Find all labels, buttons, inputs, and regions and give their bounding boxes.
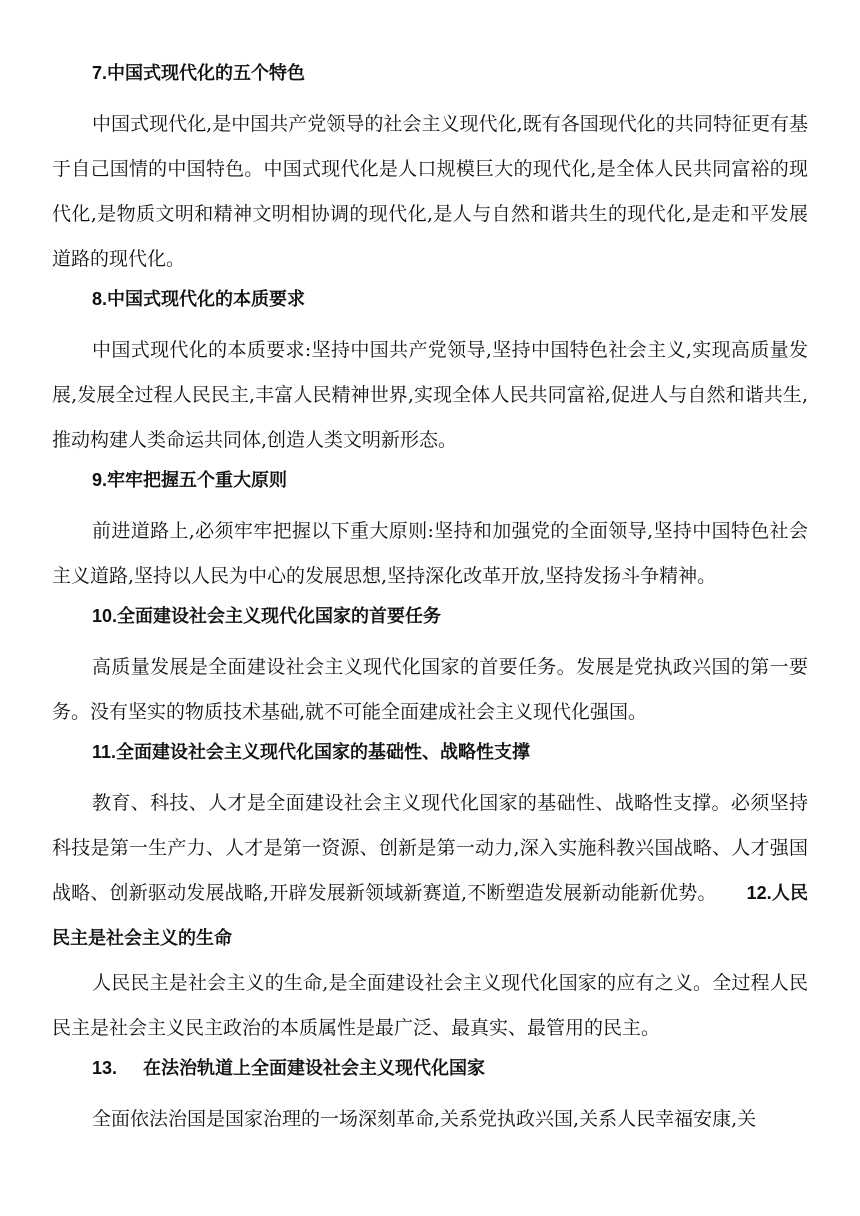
section-number: 11. bbox=[92, 742, 117, 762]
section-title: 中国式现代化的五个特色 bbox=[107, 63, 306, 84]
section-heading-13 bbox=[52, 1051, 808, 1085]
section-heading-10 bbox=[52, 599, 808, 633]
section-title: 中国式现代化的本质要求 bbox=[107, 289, 306, 310]
document-page bbox=[52, 56, 808, 1142]
section-body-10: 高质量发展是全面建设社会主义现代化国家的首要任务。发展是党执政兴国的第一要务。没有坚实的物质技术基础,就不可能全面建成社会主义现代化强国。 bbox=[52, 656, 808, 723]
section-body-13: 全面依法治国是国家治理的一场深刻革命,关系党执政兴国,关系人民幸福安康,关 bbox=[92, 1108, 757, 1130]
section-title: 全面建设社会主义现代化国家的基础性、战略性支撑 bbox=[116, 742, 531, 763]
section-number: 10. bbox=[92, 606, 118, 626]
section-number: 13. bbox=[92, 1058, 118, 1078]
section-number: 9. bbox=[92, 470, 108, 490]
section-heading-8 bbox=[52, 282, 808, 316]
section-title: 牢牢把握五个重大原则 bbox=[107, 470, 288, 491]
section-body-text: 教育、科技、人才是全面建设社会主义现代化国家的基础性、战略性支撑。必须坚持科技是第一生产力、人才是第一资源、创新是第一动力,深入实施科教兴国战略、人才强国战略、创新驱动发展战略,开辟发展新领域新赛道,不断塑造发展新动能新优势。 bbox=[52, 792, 808, 904]
section-title: 人民民主是社会主义的生命 bbox=[52, 883, 809, 949]
section-body-12: 人民民主是社会主义的生命,是全面建设社会主义现代化国家的应有之义。全过程人民民主是社会主义民主政治的本质属性是最广泛、最真实、最管用的民主。 bbox=[52, 972, 808, 1039]
section-title: 全面建设社会主义现代化国家的首要任务 bbox=[117, 606, 442, 627]
section-number: 8. bbox=[92, 289, 108, 309]
section-number: 7. bbox=[92, 63, 108, 83]
section-body-8: 中国式现代化的本质要求:坚持中国共产党领导,坚持中国特色社会主义,实现高质量发展,发展全过程人民民主,丰富人民精神世界,实现全体人民共同富裕,促进人与自然和谐共生,推动构建人类命运共同体,创造人类文明新形态。 bbox=[52, 339, 808, 451]
section-body-7: 中国式现代化,是中国共产党领导的社会主义现代化,既有各国现代化的共同特征更有基于自己国情的中国特色。中国式现代化是人口规模巨大的现代化,是全体人民共同富裕的现代化,是物质文明和精神文明相协调的现代化,是人与自然和谐共生的现代化,是走和平发展道路的现代化。 bbox=[52, 113, 808, 270]
section-body-11 bbox=[52, 781, 808, 961]
section-body-9: 前进道路上,必须牢牢把握以下重大原则:坚持和加强党的全面领导,坚持中国特色社会主义道路,坚持以人民为中心的发展思想,坚持深化改革开放,坚持发扬斗争精神。 bbox=[52, 520, 808, 587]
section-title: 在法治轨道上全面建设社会主义现代化国家 bbox=[143, 1058, 486, 1079]
section-number: 12. bbox=[746, 883, 772, 903]
section-heading-7 bbox=[52, 56, 808, 90]
section-heading-9 bbox=[52, 463, 808, 497]
section-heading-11 bbox=[52, 735, 808, 769]
